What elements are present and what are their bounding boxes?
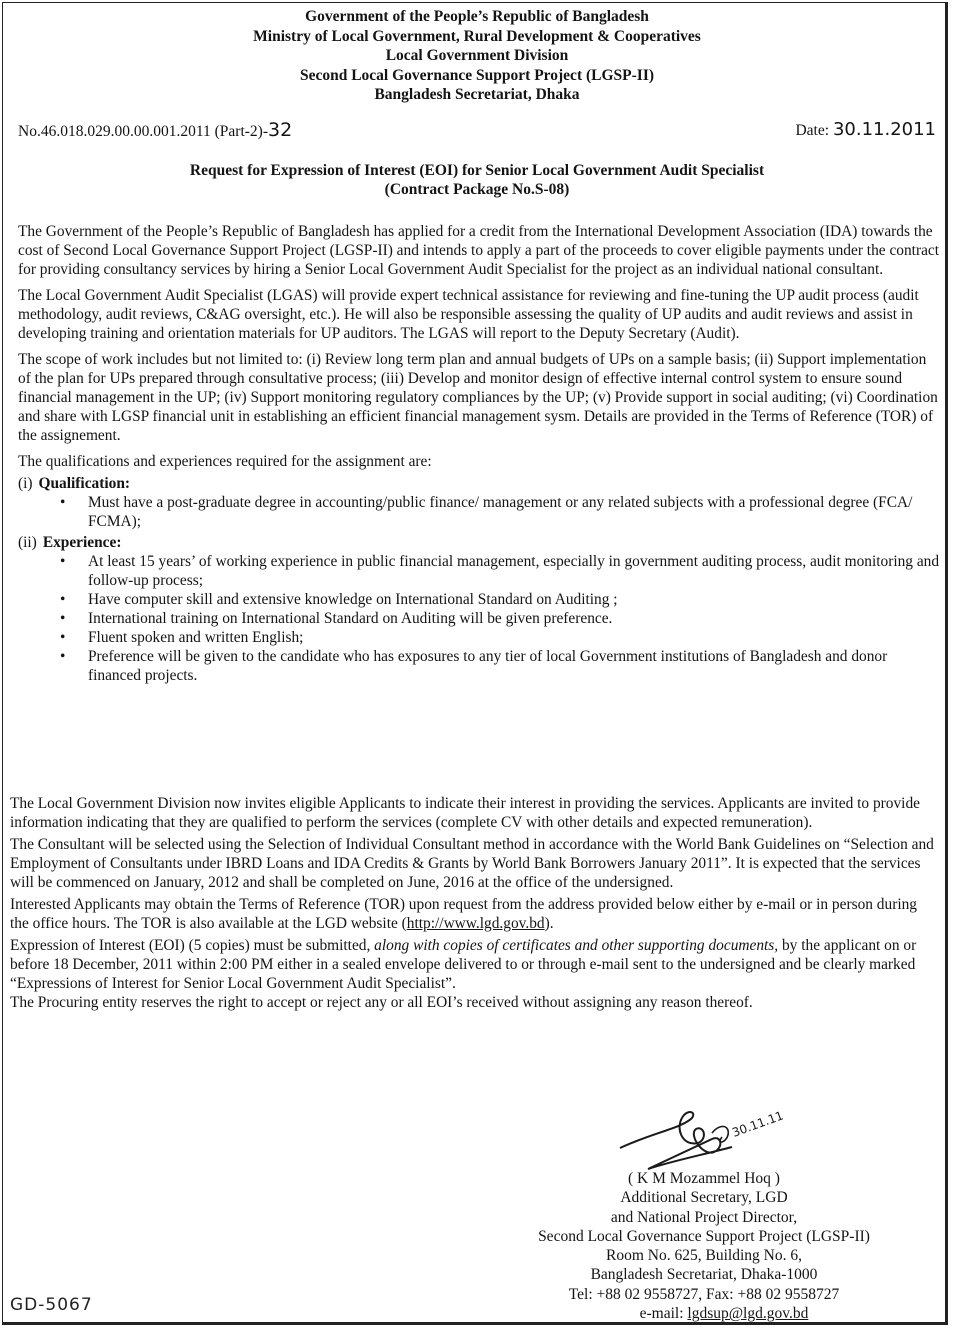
list-item: • Have computer skill and extensive knowledge on International Standard on Auditing ; <box>88 590 940 609</box>
list-item: • Fluent spoken and written English; <box>88 628 940 647</box>
letterhead-division: Local Government Division <box>385 47 569 64</box>
title-line-2: (Contract Package No.S-08) <box>384 181 570 198</box>
experience-label: Experience: <box>42 534 122 551</box>
paragraph-invitation: The Local Government Division now invites eligible Applicants to indicate their interest in providing the services. Applicants are invited to provide information indicating that they are qualified to perform the services (complete CV with other details and expected remuneration). <box>10 795 920 831</box>
paragraph-tor <box>10 895 938 933</box>
letterhead-ministry: Ministry of Local Government, Rural Development & Cooperatives <box>253 27 701 45</box>
qualification-list <box>18 493 940 531</box>
signatory-address: Bangladesh Secretariat, Dhaka-1000 <box>590 1266 818 1284</box>
list-item: • International training on International Standard on Auditing will be given preference. <box>88 609 940 628</box>
list-item: • Preference will be given to the candidate who has exposures to any tier of local Government institutions of Bangladesh and donor financed projects. <box>88 647 940 685</box>
letterhead-project: Second Local Governance Support Project (LGSP-II) <box>299 66 655 84</box>
qualification-label: Qualification: <box>38 475 131 492</box>
submission-italic: along with copies of certificates and other supporting documents, <box>374 937 779 954</box>
main-body <box>18 222 940 687</box>
signature-block <box>470 1169 938 1323</box>
signature-date: 30.11.11 <box>730 1108 786 1140</box>
document-date <box>795 119 936 140</box>
paragraph-requirements-intro: The qualifications and experiences required for the assignment are: <box>18 453 432 470</box>
experience-list <box>18 552 940 685</box>
document-title <box>0 161 954 199</box>
paragraph-scope: The scope of work includes but not limited to: (i) Review long term plan and annual budgets of UPs on a sample basis; (ii) Support implementation of the plan for UPs prepared through consultative process; (iii) Develop and monitor design of effective internal control system to ensure sound financial management in the UP; (iv) Support monitoring regulatory compliances by the UP; (v) Provide support in social auditing; (vi) Coordination and share with LGSP financial unit in establishing an efficient financial management sysm. Details are provided in the Terms of Reference (TOR) of the assignement. <box>18 351 938 444</box>
signatory-name: ( K M Mozammel Hoq ) <box>628 1170 780 1187</box>
signatory-room: Room No. 625, Building No. 6, <box>606 1247 802 1265</box>
memo-number <box>18 119 292 141</box>
memo-number-text: No.46.018.029.00.00.001.2011 (Part-2)- <box>18 123 268 140</box>
gd-number: GD-5067 <box>10 1295 93 1315</box>
letterhead <box>0 7 954 105</box>
paragraph-role: The Local Government Audit Specialist (LGAS) will provide expert technical assistance for reviewing and fine-tuning the UP audit process (audit methodology, audit reviews, C&AG oversight, etc.). He will also be responsible assessing the quality of UP audits and audit reviews and assist in developing training and orientation materials for UP auditors. The LGAS will report to the Deputy Secretary (Audit). <box>18 287 919 342</box>
signatory-phone: Tel: +88 02 9558727, Fax: +88 02 9558727 <box>568 1285 840 1303</box>
email-link[interactable]: lgdsup@lgd.gov.bd <box>687 1305 809 1323</box>
submission-text: Expression of Interest (EOI) (5 copies) must be submitted, <box>10 937 375 954</box>
list-item: • Must have a post-graduate degree in accounting/public finance/ management or any related subjects with a professional degree (FCA/ FCMA); <box>88 493 940 531</box>
tor-text: Interested Applicants may obtain the Terms of Reference (TOR) upon request from the address provided below either by e-mail or in person during the office hours. The TOR is also available at the LGD website ( <box>10 896 917 932</box>
letterhead-government: Government of the People’s Republic of Bangladesh <box>305 8 649 25</box>
tor-text-end: ). <box>544 915 554 932</box>
paragraph-rights: The Procuring entity reserves the right to accept or reject any or all EOI’s received without assigning any reason thereof. <box>10 994 753 1011</box>
experience-number: (ii) <box>18 534 37 551</box>
date-label: Date: <box>795 122 830 139</box>
paragraph-background: The Government of the People’s Republic of Bangladesh has applied for a credit from the International Development Association (IDA) towards the cost of Second Local Governance Support Project (LGSP-II) and intends to apply a part of the proceeds to cover eligible payments under the contract for providing consultancy services by hiring a Senior Local Government Audit Specialist for the project as an individual national consultant. <box>18 223 940 278</box>
lgd-website-link[interactable]: http://www.lgd.gov.bd <box>406 915 545 932</box>
paragraph-submission <box>10 936 938 993</box>
closing-body <box>10 794 938 1015</box>
paragraph-selection: The Consultant will be selected using the Selection of Individual Consultant method in accordance with the World Bank Guidelines on “Selection and Employment of Consultants under IBRD Loans and IDA Credits & Grants by World Bank Borrowers January 2011”. It is expected that the services will be commenced on January, 2012 and shall be completed on June, 2016 at the office of the undersigned. <box>10 836 934 891</box>
experience-heading <box>18 533 940 552</box>
title-line-1: Request for Expression of Interest (EOI) for Senior Local Government Audit Specialist <box>189 162 765 179</box>
submission-text-end: by the applicant on or before 18 December, 2011 within 2:00 PM either in a sealed envelope delivered to or through e-mail sent to the undersigned and be clearly marked “Expressions of Interest for Senior Local Government Audit Specialist”. <box>10 937 917 992</box>
signatory-project: Second Local Governance Support Project (LGSP-II) <box>538 1227 870 1245</box>
signatory-email <box>470 1304 938 1323</box>
email-label: e-mail: <box>639 1305 688 1323</box>
date-value: 30.11.2011 <box>832 119 936 140</box>
memo-number-handwritten: 32 <box>267 119 293 141</box>
qualification-heading <box>18 474 940 493</box>
list-item: • At least 15 years’ of working experience in public financial management, especially in government auditing process, audit monitoring and follow-up process; <box>88 552 940 590</box>
letterhead-address: Bangladesh Secretariat, Dhaka <box>374 86 580 103</box>
signatory-role: and National Project Director, <box>610 1208 798 1226</box>
signatory-title: Additional Secretary, LGD <box>620 1189 788 1207</box>
qualification-number: (i) <box>18 475 33 492</box>
